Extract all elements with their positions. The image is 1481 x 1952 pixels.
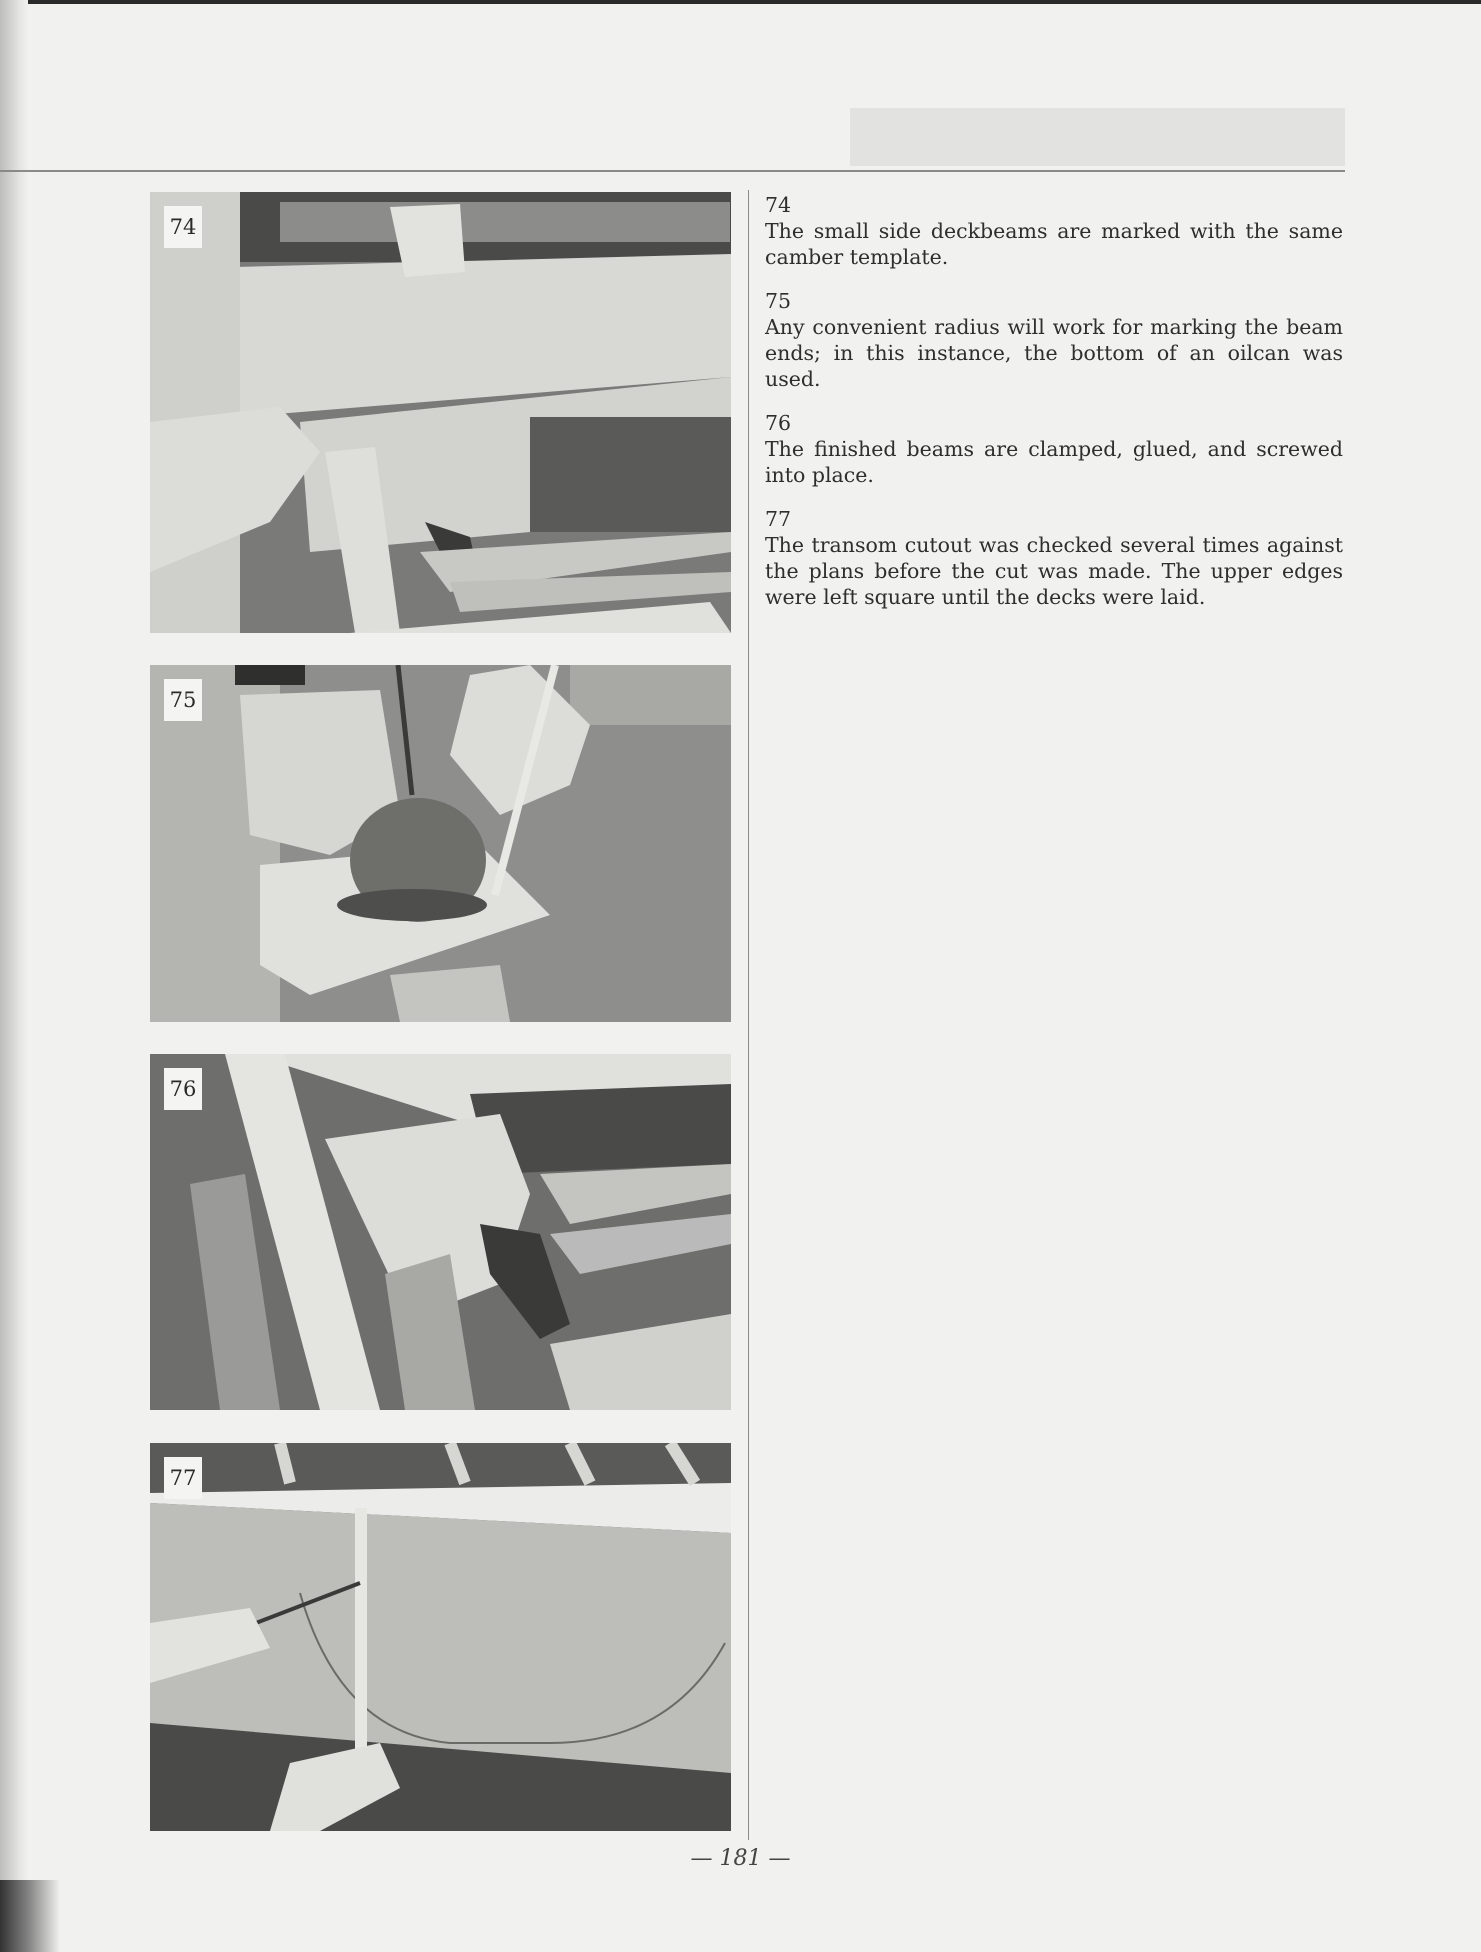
figure-76-photo [150,1054,731,1410]
caption-column [765,192,1343,628]
caption-entry-77 [765,506,1343,610]
caption-text: The transom cutout was checked several times against the plans before the cut was made. The upper edges were left square until the decks were laid. [765,533,1343,609]
figure-label: 75 [164,679,202,721]
caption-entry-75 [765,288,1343,392]
caption-text: The finished beams are clamped, glued, and screwed into place. [765,437,1343,487]
header-rule [0,170,1345,172]
figure-75-photo [150,665,731,1022]
caption-entry-76 [765,410,1343,488]
figure-label: 74 [164,206,202,248]
caption-number: 75 [765,289,792,313]
page-top-edge [0,0,1481,4]
column-divider [748,190,749,1840]
caption-number: 77 [765,507,792,531]
caption-number: 74 [765,193,792,217]
caption-entry-74 [765,192,1343,270]
caption-text: The small side deckbeams are marked with the same camber template. [765,219,1343,269]
binding-shadow-corner [0,1880,60,1952]
figure-74-photo [150,192,731,633]
figure-label: 76 [164,1068,202,1110]
page-number: — 181 — [690,1846,791,1871]
running-head-shade [850,108,1345,166]
caption-text: Any convenient radius will work for marking the beam ends; in this instance, the bottom of an oilcan was used. [765,315,1343,391]
figure-77-photo [150,1443,731,1831]
caption-number: 76 [765,411,792,435]
figure-label: 77 [164,1457,202,1499]
binding-shadow [0,0,28,1952]
